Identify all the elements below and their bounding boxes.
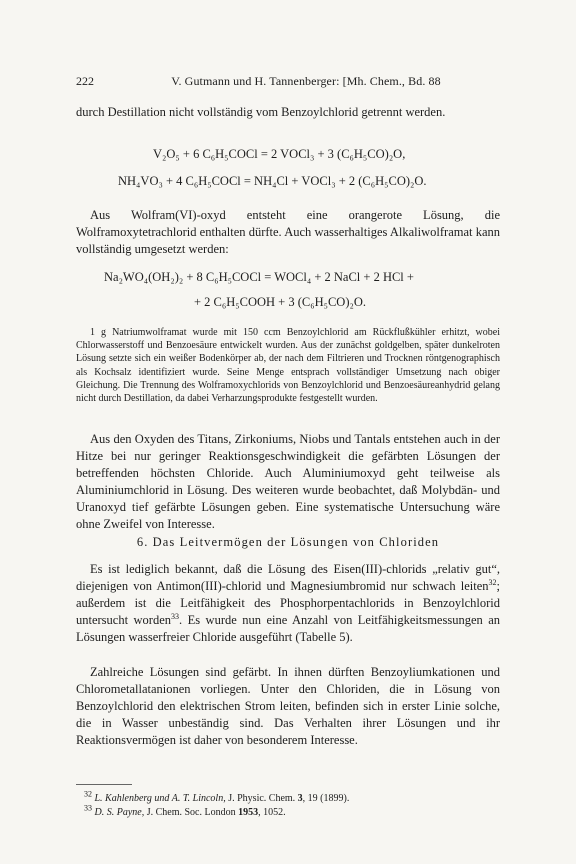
footnote-volume: 1953 [238,807,259,818]
intro-paragraph: durch Destillation nicht vollständig vom Benzoylchlorid getrennt werden. [76,105,446,119]
conductivity-text-part-3: . Es wurde nun eine Anzahl von Leitfähigkeitsmessungen an Lösungen wasserfreier Chloride ausgeführt (Tabelle 5). [76,613,500,644]
equation-vanadium-pentoxide: V₂O₅ + 6 C₆H₅COCl = 2 VOCl₃ + 3 (C₆H₅CO)₂O, [153,147,406,161]
page-number: 222 [76,74,94,88]
footnote-number: 33 [84,803,92,813]
footnote-32 [84,789,504,805]
colored-solutions-paragraph: Zahlreiche Lösungen sind gefärbt. In ihnen dürften Benzoyliumkationen und Chlorometallatanionen vorliegen. Unter den Chloriden, die in Lösung von Benzoylchlorid den elektrischen Strom leiten, befinden sich in erster Linie solche, die in Wasser unbeständig sind. Das Verhalten ihrer Lösungen und ihr Reaktionsvermögen ist daher von besonderem Interesse. [76,665,500,747]
conductivity-paragraph [76,561,500,646]
footnote-33 [84,803,504,819]
footnote-pages: , 1052. [258,807,286,818]
equation-tungstate-line-2: + 2 C₆H₅COOH + 3 (C₆H₅CO)₂O. [194,295,367,309]
equation-ammonium-vanadate: NH₄VO₃ + 4 C₆H₅COCl = NH₄Cl + VOCl₃ + 2 (C₆H₅CO)₂O. [118,174,427,188]
footnote-authors: L. Kahlenberg und A. T. Lincoln, [94,793,226,804]
footnote-journal: J. Chem. Soc. London [146,807,236,818]
equation-tungstate-line-1: Na₂WO₄(OH₂)₂ + 8 C₆H₅COCl = WOCl₄ + 2 NaCl + 2 HCl + [104,270,414,284]
experimental-paragraph: 1 g Natriumwolframat wurde mit 150 ccm Benzoylchlorid am Rückflußkühler erhitzt, wobei Chlorwasserstoff und Benzoesäure entwickelt wurden. Aus der zunächst goldgelben, später dunkelroten Lösung setzte sich ein weißer Bodenkörper ab, der nach dem Filtrieren und Trocknen röntgenographisch als Kochsalz identifiziert wurde. Seine Menge entsprach vollständiger Umsetzung nach obiger Gleichung. Die Trennung des Wolframoxychlorids von Benzoylchlorid und Benzoesäureanhydrid gelang nicht durch Destillation, da dabei Verharzungsprodukte festgestellt wurden. [76,327,500,405]
reference-33: 33 [171,611,180,621]
section-heading: 6. Das Leitvermögen der Lösungen von Chloriden [136,535,440,549]
conductivity-text-part-1: Es ist lediglich bekannt, daß die Lösung des Eisen(III)-chlorids „relativ gut“, diejenigen von Antimon(III)-chlorid und Magnesiumbromid nur schwach leiten [76,562,500,593]
footnote-authors: D. S. Payne, [94,807,145,818]
tungsten-paragraph: Aus Wolfram(VI)-oxyd entsteht eine orangerote Lösung, die Wolframoxytetrachlorid enthalten dürfte. Auch wasserhaltiges Alkaliwolframat kann vollständig umgesetzt werden: [76,208,500,256]
footnote-number: 32 [84,789,92,799]
running-title: V. Gutmann und H. Tannenberger: [Mh. Chem., Bd. 88 [171,74,441,88]
oxides-paragraph: Aus den Oxyden des Titans, Zirkoniums, Niobs und Tantals entstehen auch in der Hitze bei nur geringer Reaktionsgeschwindigkeit die gefärbten Lösungen der betreffenden höchsten Chloride. Auch Aluminiumoxyd geht teilweise als Aluminiumchlorid in Lösung. Des weiteren wurde beobachtet, daß Molybdän- und Uranoxyd tief gefärbte Lösungen geben. Eine systematische Untersuchung wäre ohne Zweifel von Interesse. [76,432,500,531]
conductivity-text-part-2: ; außerdem ist die Leitfähigkeit des Phosphorpentachlorids in Benzoylchlorid untersucht worden [76,579,500,627]
footnote-divider [76,784,132,785]
reference-32: 32 [488,577,497,587]
footnote-journal: J. Physic. Chem. [228,793,296,804]
page-header [76,74,500,89]
footnote-pages: , 19 (1899). [302,793,350,804]
footnote-volume: 3 [297,793,303,804]
